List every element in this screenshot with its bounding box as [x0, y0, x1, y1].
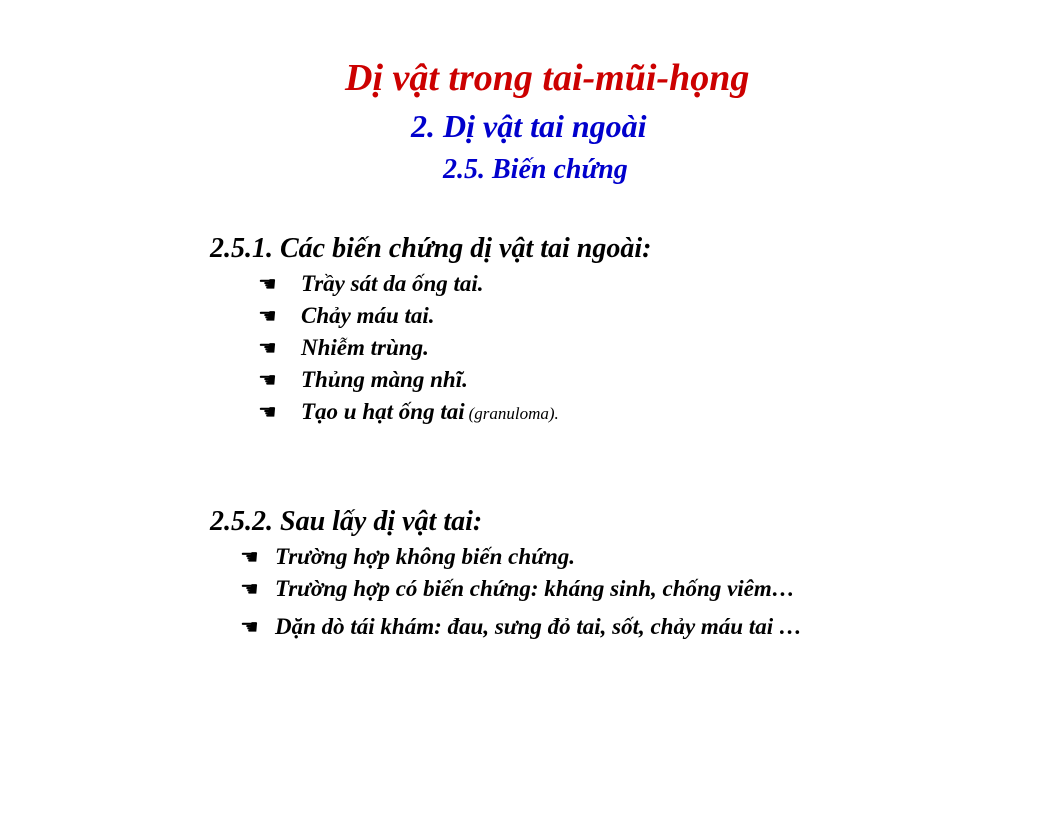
pointing-hand-icon: ☚	[258, 368, 277, 392]
pointing-hand-icon: ☚	[258, 272, 277, 296]
after-removal-list	[240, 541, 802, 643]
list-item-text: Chảy máu tai.	[301, 303, 435, 328]
subsection-title: 2.5. Biến chứng	[443, 154, 628, 185]
complications-list	[258, 268, 559, 430]
list-item	[258, 300, 559, 332]
list-item	[258, 268, 559, 300]
pointing-hand-icon: ☚	[240, 615, 259, 639]
list-item-text: Trường hợp không biến chứng.	[275, 544, 575, 569]
list-item	[258, 396, 559, 430]
pointing-hand-icon: ☚	[258, 336, 277, 360]
list-item	[258, 364, 559, 396]
list-item-note: (granuloma).	[468, 404, 559, 423]
list-item-text: Tạo u hạt ống tai	[301, 399, 465, 424]
list-item-text: Dặn dò tái khám: đau, sưng đỏ tai, sốt, chảy máu tai …	[275, 614, 802, 639]
complications-heading: 2.5.1. Các biến chứng dị vật tai ngoài:	[210, 233, 652, 264]
list-item	[258, 332, 559, 364]
after-removal-heading: 2.5.2. Sau lấy dị vật tai:	[210, 506, 483, 537]
pointing-hand-icon: ☚	[240, 577, 259, 601]
section-subtitle: 2. Dị vật tai ngoài	[411, 108, 647, 144]
pointing-hand-icon: ☚	[240, 545, 259, 569]
list-item	[240, 573, 802, 605]
list-item	[240, 611, 802, 643]
list-item-text: Nhiễm trùng.	[301, 335, 429, 360]
list-item-text: Trường hợp có biến chứng: kháng sinh, chống viêm…	[275, 576, 795, 601]
page-title: Dị vật trong tai-mũi-họng	[345, 57, 750, 99]
list-item	[240, 541, 802, 573]
pointing-hand-icon: ☚	[258, 400, 277, 424]
list-item-text: Trầy sát da ống tai.	[301, 271, 484, 296]
list-item-text: Thủng màng nhĩ.	[301, 367, 468, 392]
pointing-hand-icon: ☚	[258, 304, 277, 328]
